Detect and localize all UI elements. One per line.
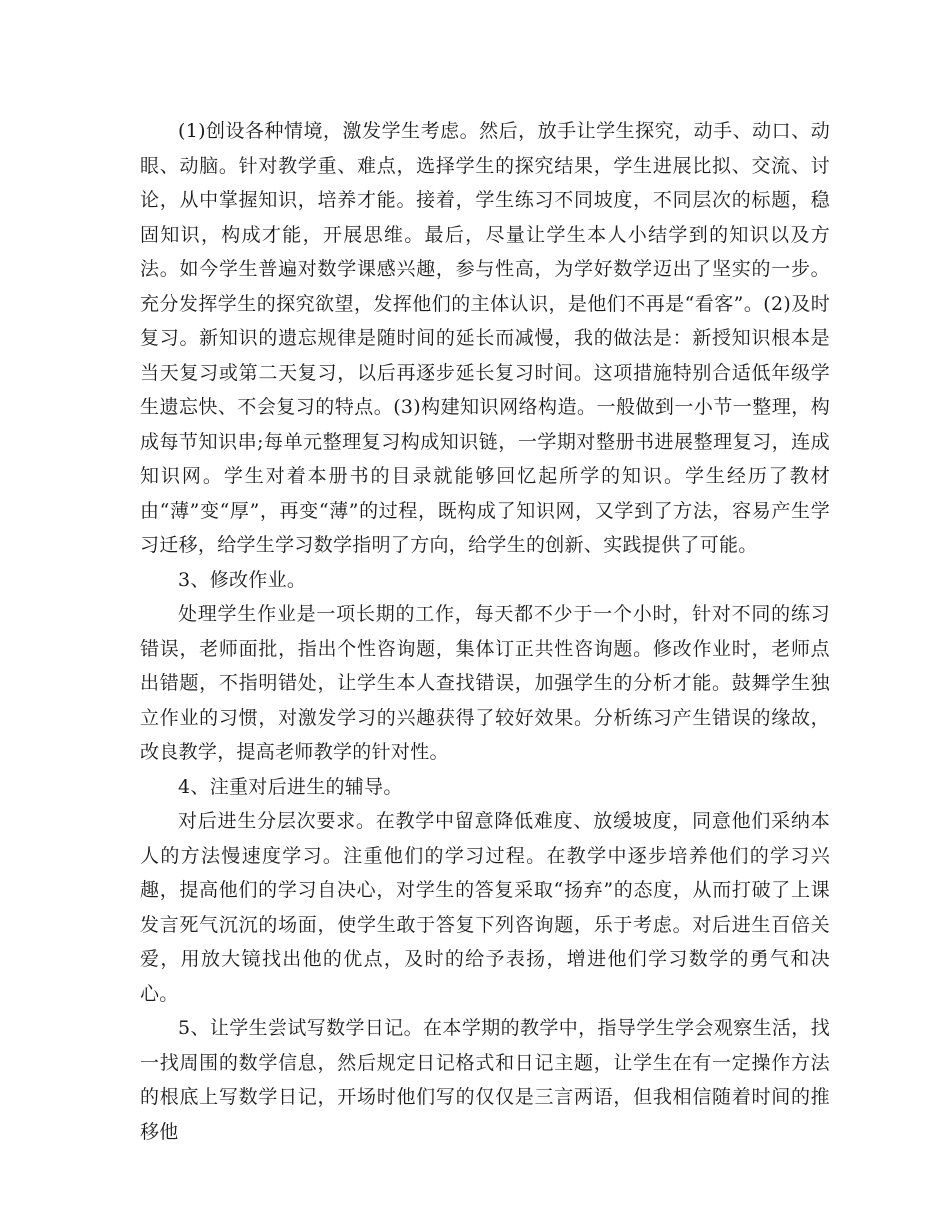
paragraph-methods: (1)创设各种情境，激发学生考虑。然后，放手让学生探究，动手、动口、动眼、动脑。针对教学重、难点，选择学生的探究结果，学生进展比拟、交流、讨论，从中掌握知识，培养才能。接着，学生练习不同坡度，不同层次的标题，稳固知识，构成才能，开展思维。最后，尽量让学生本人小结学到的知识以及方法。如今学生普遍对数学课感兴趣，参与性高，为学好数学迈出了坚实的一步。充分发挥学生的探究欲望，发挥他们的主体认识，是他们不再是“看客”。(2)及时复习。新知识的遗忘规律是随时间的延长而减慢，我的做法是：新授知识根本是当天复习或第二天复习，以后再逐步延长复习时间。这项措施特别合适低年级学生遗忘快、不会复习的特点。(3)构建知识网络构造。一般做到一小节一整理，构成每节知识串;每单元整理复习构成知识链，一学期对整册书进展整理复习，连成知识网。学生对着本册书的目录就能够回忆起所学的知识。学生经历了教材由“薄”变“厚”，再变“薄”的过程，既构成了知识网，又学到了方法，容易产生学习迁移，给学生学习数学指明了方向，给学生的创新、实践提供了可能。	[140, 120, 830, 556]
heading-homework-correction: 3、修改作业。	[178, 568, 307, 591]
heading-struggling-students: 4、注重对后进生的辅导。	[178, 775, 403, 798]
paragraph-math-diary: 5、让学生尝试写数学日记。在本学期的教学中，指导学生学会观察生活，找一找周围的数学信息，然后规定日记格式和日记主题，让学生在有一定操作方法的根底上写数学日记，开场时他们写的仅仅是三言两语，但我相信随着时间的推移他	[140, 1017, 830, 1143]
paragraph-homework-correction: 处理学生作业是一项长期的工作，每天都不少于一个小时，针对不同的练习错误，老师面批，指出个性咨询题，集体订正共性咨询题。修改作业时，老师点出错题，不指明错处，让学生本人查找错误，加强学生的分析才能。鼓舞学生独立作业的习惯，对激发学习的兴趣获得了较好效果。分析练习产生错误的缘故，改良教学，提高老师教学的针对性。	[140, 603, 830, 763]
paragraph-struggling-students: 对后进生分层次要求。在教学中留意降低难度、放缓坡度，同意他们采纳本人的方法慢速度学习。注重他们的学习过程。在教学中逐步培养他们的学习兴趣，提高他们的学习自决心，对学生的答复采取“扬弃”的态度，从而打破了上课发言死气沉沉的场面，使学生敢于答复下列咨询题，乐于考虑。对后进生百倍关爱，用放大镜找出他的优点，及时的给予表扬，增进他们学习数学的勇气和决心。	[140, 810, 830, 1005]
document-body	[140, 114, 830, 1149]
